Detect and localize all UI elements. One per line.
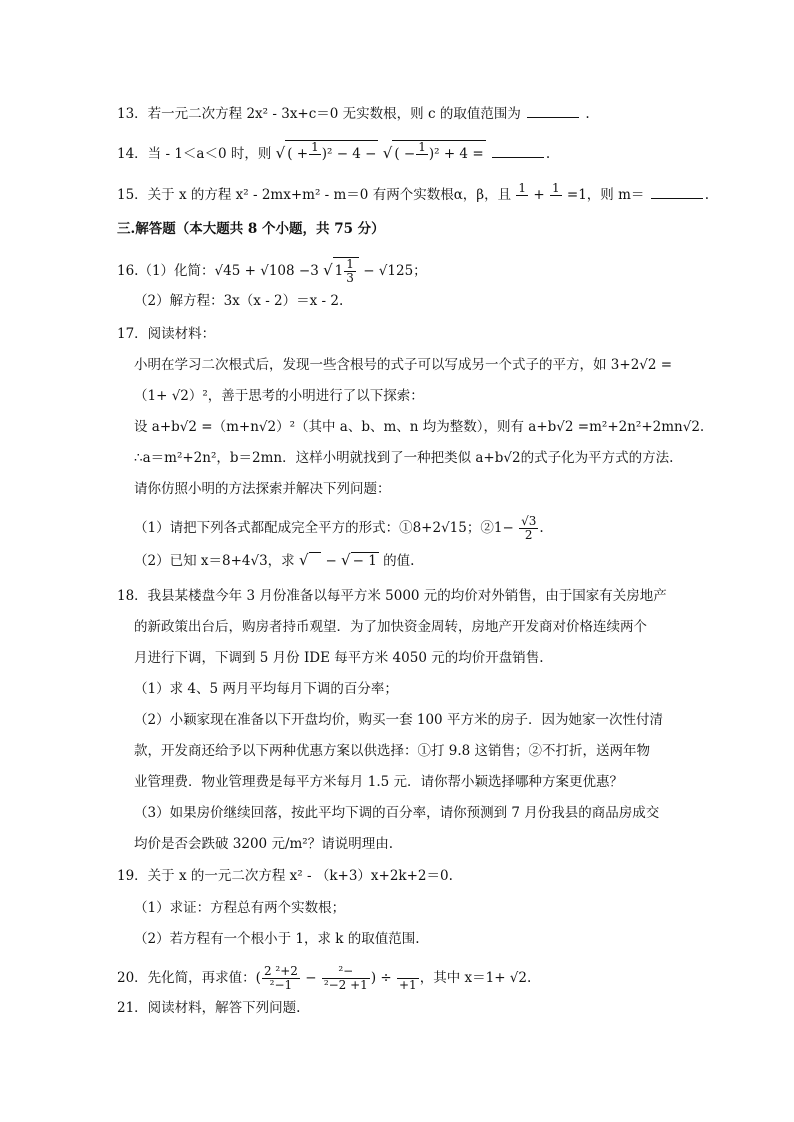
- sqrt-icon: √: [382, 144, 393, 162]
- question-13: [117, 104, 590, 124]
- q17-sub-2: [134, 550, 414, 571]
- fraction: 1: [551, 181, 560, 195]
- q17-1-text: （1）请把下列各式都配成完全平方的形式：①8+2√15；②1−: [134, 520, 514, 536]
- q15-text: 15．关于 x 的方程 x² - 2mx+m² - m＝0 有两个实数根α，β，且: [117, 187, 512, 203]
- q18-sub-2c: 业管理费．物业管理费是每平方米每月 1.5 元．请你帮小颖选择哪种方案更优惠？: [134, 774, 624, 790]
- fraction: 1: [311, 140, 319, 154]
- q20-part: −: [305, 970, 317, 986]
- fraction: [397, 965, 419, 992]
- q18-sub-3a: （3）如果房价继续回落，按此平均下调的百分率，请你预测到 7 月份我县的商品房成交: [134, 805, 660, 821]
- question-16: [117, 257, 427, 285]
- q20-text: 20．先化简，再求值：(: [117, 970, 261, 986]
- q17-para-4: ∴a＝m²+2n²，b＝2mn．这样小明就找到了一种把类似 a+b√2的式子化为平方式的方法.: [134, 450, 674, 466]
- answer-blank: [527, 105, 579, 118]
- q14-part: )² − 4 −: [321, 146, 377, 162]
- answer-blank: [651, 186, 703, 199]
- q15-part: =1，则 m＝: [566, 187, 645, 203]
- q18-sub-2b: 款，开发商还给予以下两种优惠方案以供选择：①打 9.8 这销售；②不打折，送两年物: [134, 743, 651, 759]
- section-heading: 三.解答题（本大题共 8 个小题，共 75 分）: [117, 221, 385, 237]
- question-19: 19．关于 x 的一元二次方程 x² - （k+3）x+2k+2＝0.: [117, 868, 453, 884]
- question-15: [117, 182, 709, 209]
- q17-para-5: 请你仿照小明的方法探索并解决下列问题：: [134, 481, 391, 497]
- sqrt-icon: √: [298, 551, 309, 569]
- q16-part: − √125；: [363, 263, 427, 279]
- fraction-denominator: +1: [399, 978, 417, 992]
- q17-1-end: .: [539, 520, 544, 536]
- q14-part: ( −: [394, 146, 416, 162]
- fraction: 1: [518, 181, 527, 195]
- sqrt-icon: √: [323, 261, 333, 279]
- q16-part: 1: [334, 263, 344, 279]
- question-18-line-2: 的新政策出台后，购房者持币观望．为了加快资金周转，房地产开发商对价格连续两个: [134, 619, 647, 635]
- q15-end: .: [704, 187, 709, 203]
- fraction: [519, 515, 538, 542]
- q16-text: 16.（1）化简：√45 + √108 −3: [117, 263, 319, 279]
- fraction: [322, 965, 370, 992]
- radicand: [309, 552, 322, 569]
- q18-sub-3b: 均价是否会跌破 3200 元/m²？请说明理由.: [134, 836, 393, 852]
- q14-part: )² + 4 =: [428, 146, 484, 162]
- q20-part: ，其中 x＝1+ √2.: [419, 970, 532, 986]
- question-18-line-3: 月进行下调，下调到 5 月份 IDE 每平方米 4050 元的均价开盘销售.: [134, 650, 544, 666]
- question-14: [117, 140, 550, 168]
- fraction-numerator: √3: [521, 514, 537, 528]
- q13-end: .: [585, 106, 590, 122]
- q17-2-text: （2）已知 x＝8+4√3，求: [134, 553, 295, 569]
- sqrt-icon: √: [275, 144, 286, 162]
- q17-para-3: 设 a+b√2 =（m+n√2）²（其中 a、b、m、n 均为整数），则有 a+b√2 =m²+2n²+2mn√2.: [134, 419, 705, 435]
- radicand: [333, 257, 359, 285]
- q18-sub-2a: （2）小颖家现在准备以下开盘均价，购买一套 100 平方米的房子．因为她家一次性付清: [134, 712, 663, 728]
- fraction-denominator: 2: [524, 528, 533, 542]
- q19-sub-1: （1）求证：方程总有两个实数根；: [134, 900, 346, 916]
- q17-sub-1: [134, 515, 544, 542]
- fraction-numerator: 2 ²+2: [263, 964, 298, 978]
- q13-text: 13．若一元二次方程 2x² - 3x+c＝0 无实数根，则 c 的取值范围为: [117, 106, 521, 122]
- question-17: 17．阅读材料：: [117, 326, 216, 342]
- q17-2-end: 的值.: [383, 553, 415, 569]
- q14-part: ( +: [287, 146, 309, 162]
- question-18-line-1: 18．我县某楼盘今年 3 月份准备以每平方米 5000 元的均价对外销售，由于国家有关房地产: [117, 588, 667, 604]
- fraction: 1: [418, 140, 426, 154]
- fraction: $\frac{1}{3}$: [346, 257, 354, 285]
- q15-part: +: [533, 187, 545, 203]
- q14-end: .: [545, 146, 551, 162]
- fraction-denominator: ²−1: [269, 978, 293, 992]
- question-21: 21．阅读材料，解答下列问题.: [117, 1000, 301, 1016]
- q18-sub-1: （1）求 4、5 两月平均每月下调的百分率；: [134, 681, 398, 697]
- fraction: [262, 965, 300, 992]
- q17-2-part: −: [325, 553, 337, 569]
- sqrt-icon: √: [341, 551, 351, 569]
- q17-para-1: 小明在学习二次根式后，发现一些含根号的式子可以写成另一个式子的平方，如 3+2√2 =: [134, 357, 673, 373]
- q14-text: 14．当 - 1＜a＜0 时，则: [117, 146, 272, 162]
- q19-sub-2: （2）若方程有一个根小于 1，求 k 的取值范围.: [134, 931, 420, 947]
- q17-para-2: （1+ √2）²，善于思考的小明进行了以下探索：: [134, 388, 424, 404]
- q20-part: ) ÷: [370, 970, 392, 986]
- radicand: [285, 140, 378, 168]
- question-20: [117, 965, 531, 992]
- answer-blank: [492, 145, 544, 158]
- radicand: [392, 140, 485, 168]
- question-16-2: （2）解方程：3x（x - 2）＝x - 2.: [134, 293, 344, 309]
- fraction-numerator: ²−: [322, 965, 370, 979]
- radicand: − 1: [352, 553, 377, 569]
- fraction-denominator: ²−2 +1: [323, 978, 368, 992]
